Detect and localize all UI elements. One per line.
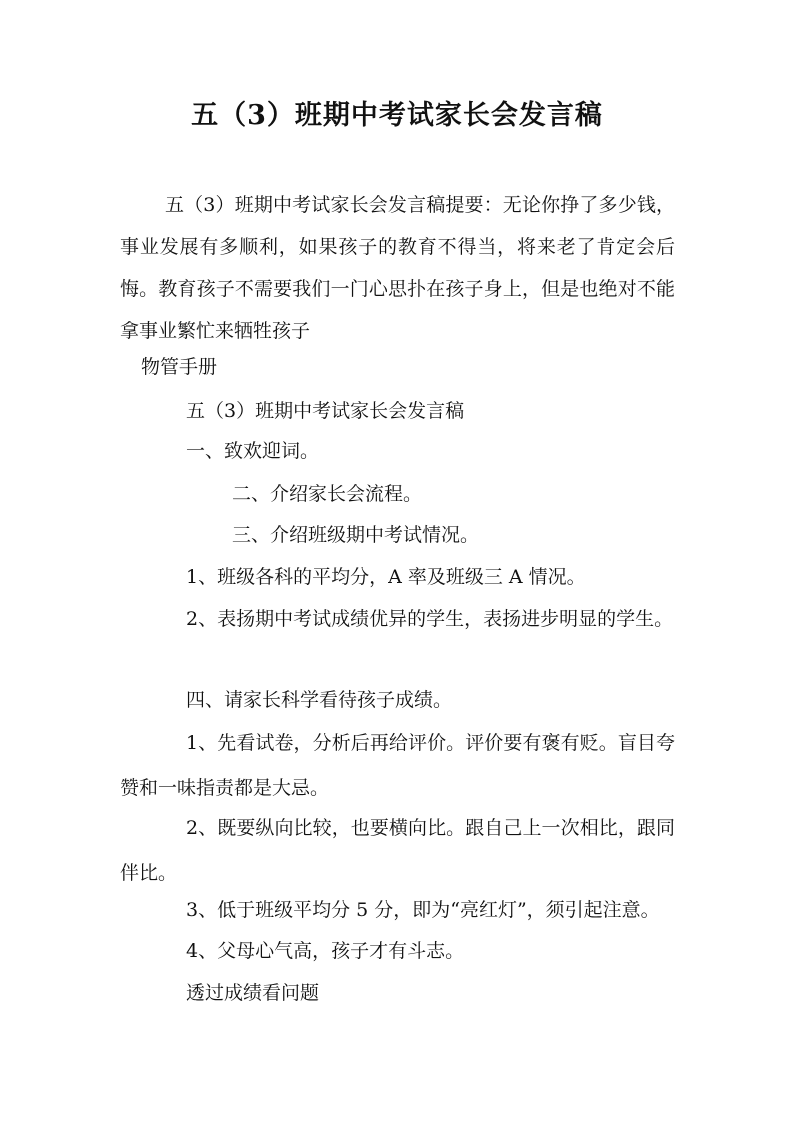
item-parents-view: 四、请家长科学看待孩子成绩。 (186, 689, 453, 711)
item-praise: 2、表扬期中考试成绩优异的学生，表扬进步明显的学生。 (186, 608, 674, 630)
document-title: 五（3）班期中考试家长会发言稿 (191, 100, 603, 131)
item-process: 二、介绍家长会流程。 (232, 483, 423, 505)
item-ambition: 4、父母心气高，孩子才有斗志。 (186, 940, 465, 962)
speech-title: 五（3）班期中考试家长会发言稿 (186, 400, 465, 422)
sub-heading: 物管手册 (141, 356, 218, 378)
item-compare: 2、既要纵向比较，也要横向比。跟自己上一次相比，跟同伴比。 (120, 817, 675, 884)
item-exam-overview: 三、介绍班级期中考试情况。 (232, 524, 480, 546)
summary-paragraph: 五（3）班期中考试家长会发言稿提要：无论你挣了多少钱，事业发展有多顺利，如果孩子的教育不得当，将来老了肯定会后悔。教育孩子不需要我们一门心思扑在孩子身上，但是也绝对不能拿事业繁忙来牺牲孩子 (120, 194, 675, 342)
item-averages: 1、班级各科的平均分，A 率及班级三 A 情况。 (186, 566, 586, 588)
item-see-problems: 透过成绩看问题 (186, 982, 320, 1004)
item-welcome: 一、致欢迎词。 (186, 440, 320, 462)
item-red-light: 3、低于班级平均分 5 分，即为“亮红灯”，须引起注意。 (186, 899, 660, 921)
item-check-paper: 1、先看试卷，分析后再给评价。评价要有褒有贬。盲目夸赞和一味指责都是大忌。 (120, 732, 675, 799)
